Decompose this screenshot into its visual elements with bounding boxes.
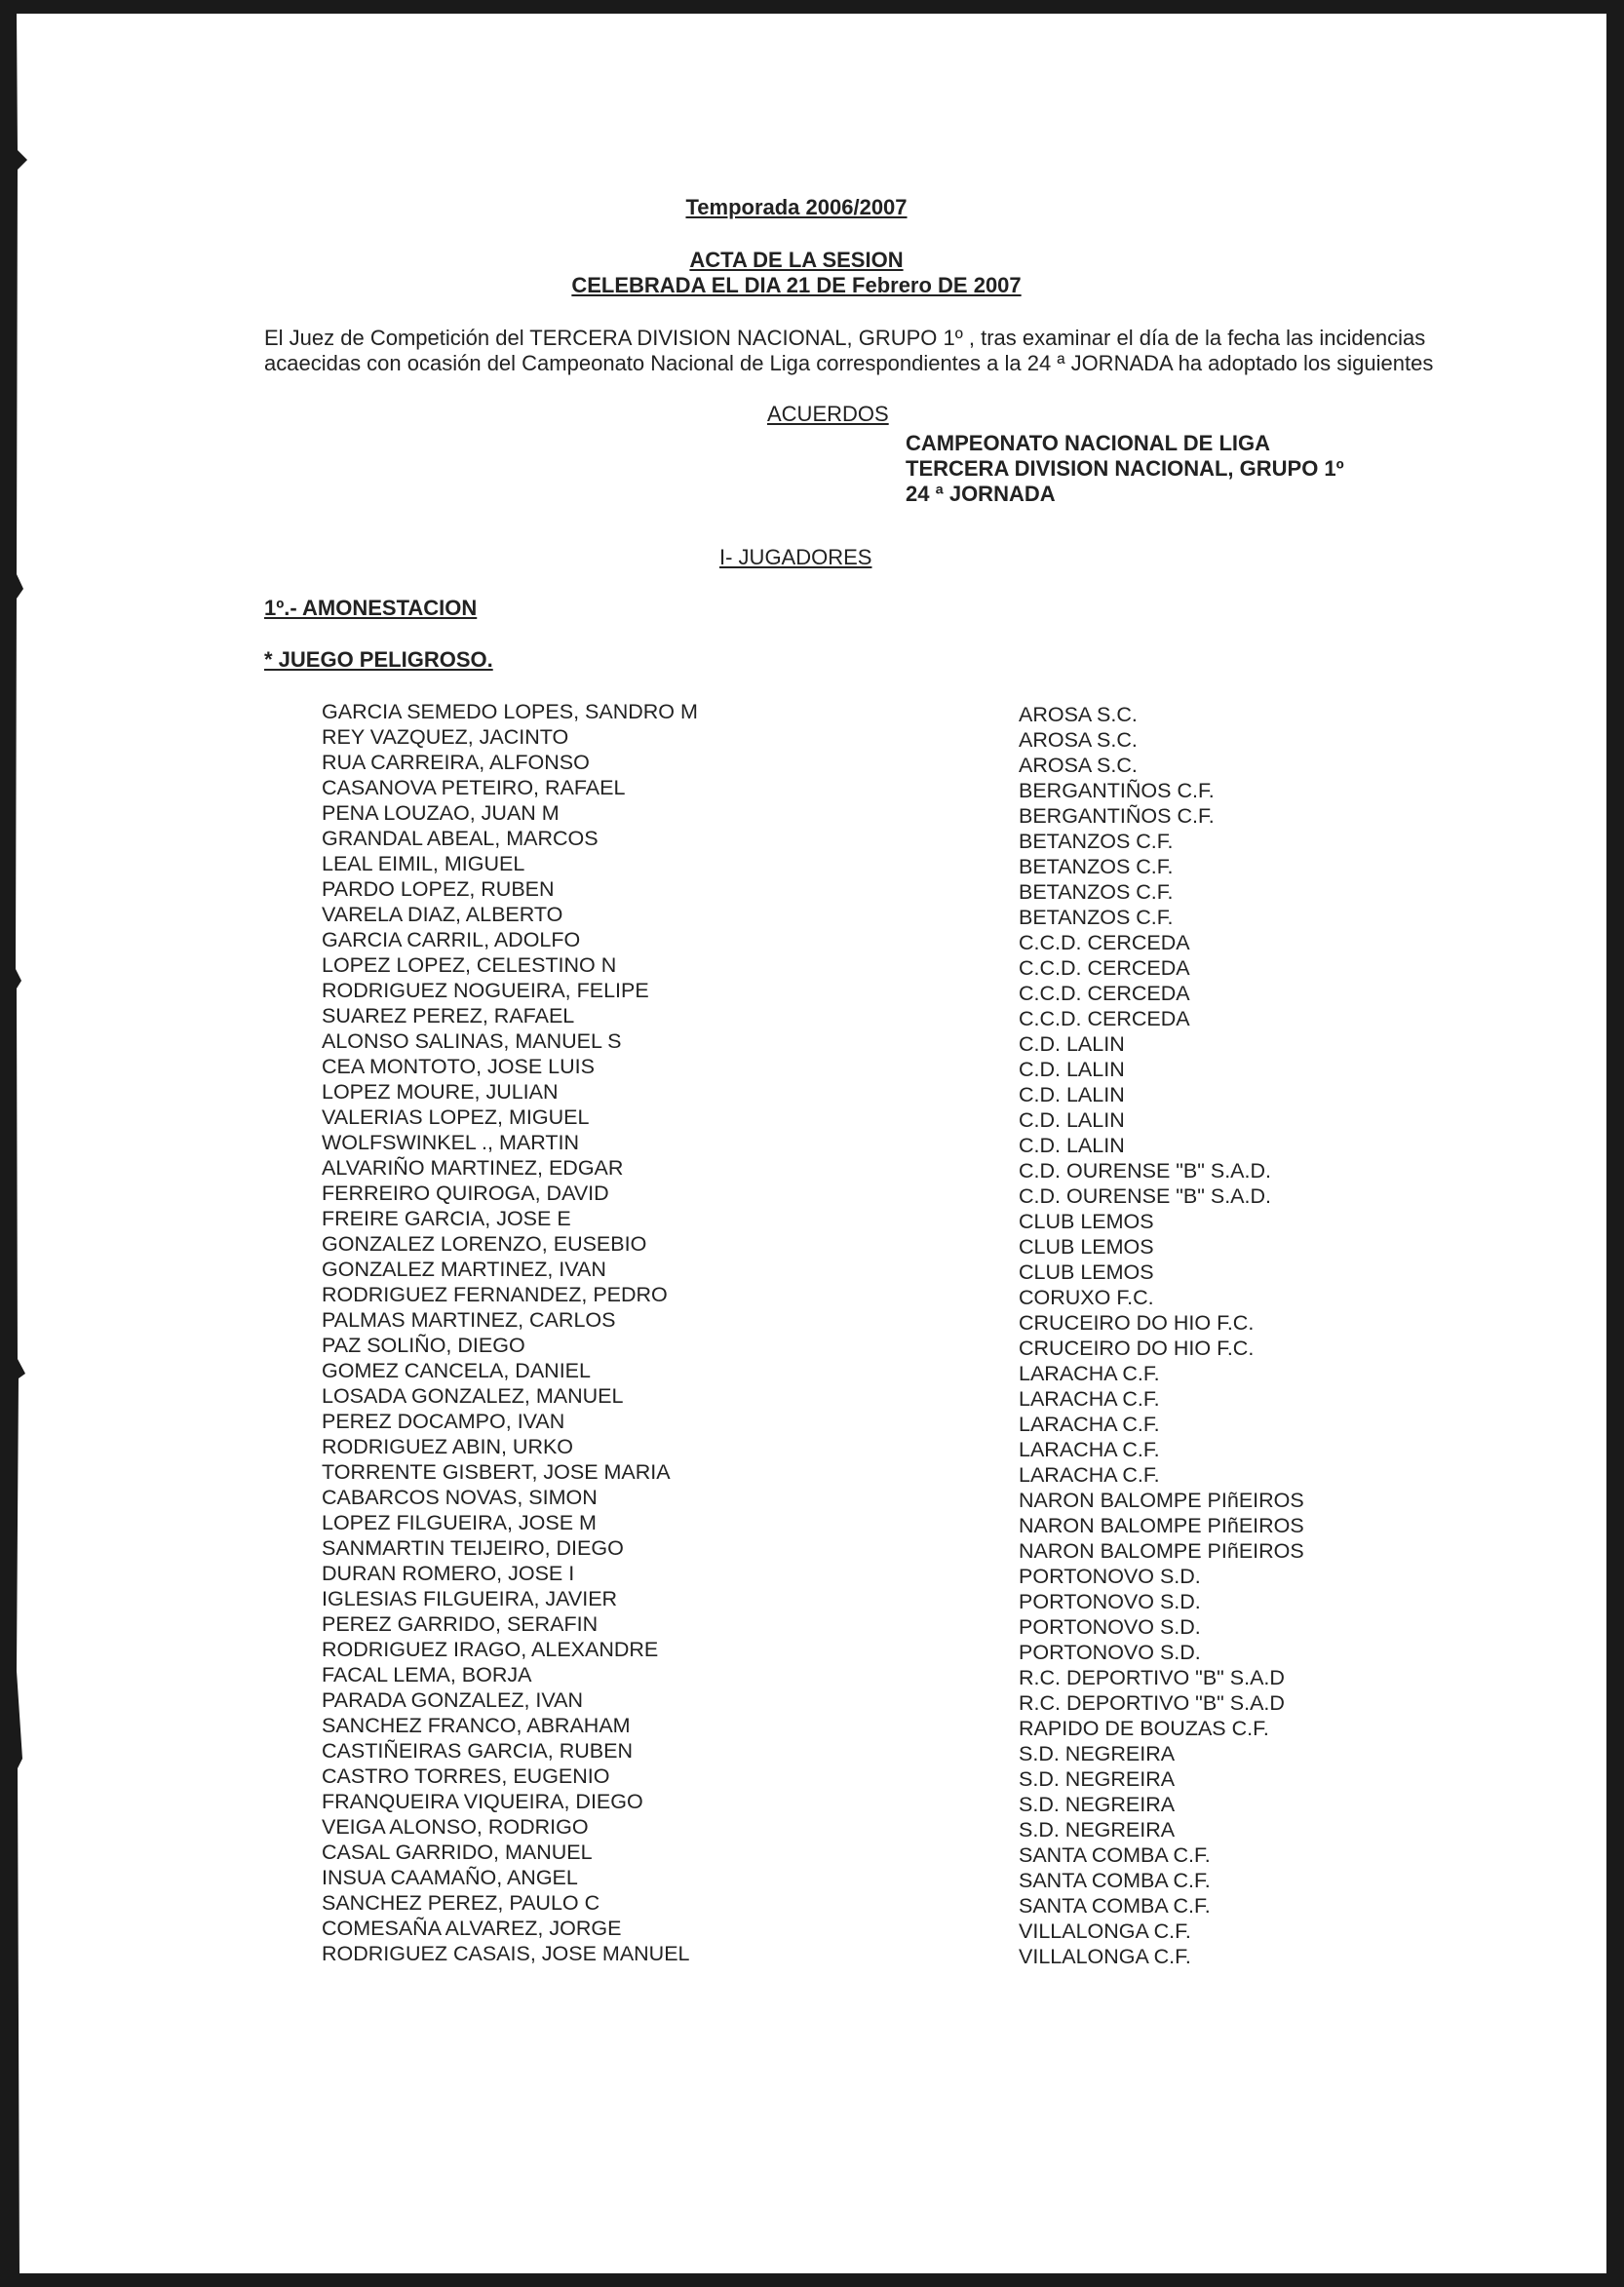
player-row: [322, 1257, 1491, 1282]
player-row: [322, 1713, 1491, 1738]
player-club: SANTA COMBA C.F.: [1019, 1843, 1211, 1867]
player-name: FERREIRO QUIROGA, DAVID: [322, 1182, 609, 1205]
player-club: NARON BALOMPE PIñEIROS: [1019, 1539, 1304, 1563]
player-row: [322, 1561, 1491, 1586]
player-club: LARACHA C.F.: [1019, 1387, 1160, 1411]
intro-line-1: El Juez de Competición del TERCERA DIVISION NACIONAL, GRUPO 1º , tras examinar el día de la fecha las incidencias: [264, 326, 1426, 350]
amonestacion-heading: 1º.- AMONESTACION: [264, 596, 478, 620]
player-club: C.D. OURENSE "B" S.A.D.: [1019, 1184, 1271, 1208]
acta-title: ACTA DE LA SESION: [689, 248, 904, 272]
intro-paragraph: [264, 326, 1492, 376]
player-club: CLUB LEMOS: [1019, 1260, 1154, 1284]
player-club: S.D. NEGREIRA: [1019, 1818, 1176, 1841]
player-name: VALERIAS LOPEZ, MIGUEL: [322, 1105, 590, 1129]
player-name: GONZALEZ MARTINEZ, IVAN: [322, 1258, 606, 1281]
player-row: [322, 1383, 1491, 1409]
player-row: [322, 1789, 1491, 1814]
document-page: [14, 14, 1606, 2273]
player-row: [322, 1181, 1491, 1206]
player-name: CASTRO TORRES, EUGENIO: [322, 1764, 610, 1788]
player-row: [322, 1738, 1491, 1764]
player-club: R.C. DEPORTIVO "B" S.A.D: [1019, 1666, 1285, 1689]
player-row: [322, 1130, 1491, 1155]
player-row: [322, 1916, 1491, 1941]
player-row: [322, 1054, 1491, 1079]
player-name: GARCIA CARRIL, ADOLFO: [322, 928, 581, 951]
player-row: [322, 775, 1491, 800]
player-name: FREIRE GARCIA, JOSE E: [322, 1207, 571, 1230]
player-club: CLUB LEMOS: [1019, 1235, 1154, 1259]
player-row: [322, 1637, 1491, 1662]
player-name: GARCIA SEMEDO LOPES, SANDRO M: [322, 700, 698, 723]
player-row: [322, 1333, 1491, 1358]
player-name: LOSADA GONZALEZ, MANUEL: [322, 1384, 624, 1408]
competition-line-1: CAMPEONATO NACIONAL DE LIGA: [906, 431, 1271, 455]
player-row: [322, 1865, 1491, 1890]
player-club: NARON BALOMPE PIñEIROS: [1019, 1514, 1304, 1537]
player-club: AROSA S.C.: [1019, 754, 1138, 777]
player-club: C.D. LALIN: [1019, 1083, 1125, 1106]
player-name: FACAL LEMA, BORJA: [322, 1663, 532, 1686]
player-row: [322, 1941, 1491, 1966]
player-row: [322, 826, 1491, 851]
player-row: [322, 1814, 1491, 1840]
player-club: VILLALONGA C.F.: [1019, 1945, 1191, 1968]
player-name: TORRENTE GISBERT, JOSE MARIA: [322, 1460, 671, 1484]
player-name: WOLFSWINKEL ., MARTIN: [322, 1131, 579, 1154]
competition-block: [906, 431, 1344, 507]
player-row: [322, 1079, 1491, 1105]
player-name: SUAREZ PEREZ, RAFAEL: [322, 1004, 575, 1027]
player-row: [322, 927, 1491, 952]
player-row: [322, 1586, 1491, 1611]
player-row: [322, 1155, 1491, 1181]
players-list: [322, 699, 1491, 1966]
player-row: [322, 1028, 1491, 1054]
player-name: GRANDAL ABEAL, MARCOS: [322, 827, 599, 850]
player-club: PORTONOVO S.D.: [1019, 1615, 1201, 1639]
player-club: S.D. NEGREIRA: [1019, 1742, 1176, 1765]
player-club: C.D. LALIN: [1019, 1032, 1125, 1056]
player-club: C.C.D. CERCEDA: [1019, 1007, 1190, 1030]
player-name: ALVARIÑO MARTINEZ, EDGAR: [322, 1156, 624, 1180]
player-name: LOPEZ FILGUEIRA, JOSE M: [322, 1511, 597, 1534]
player-name: ALONSO SALINAS, MANUEL S: [322, 1029, 622, 1053]
player-name: RODRIGUEZ IRAGO, ALEXANDRE: [322, 1638, 659, 1661]
player-club: AROSA S.C.: [1019, 703, 1138, 726]
player-name: CABARCOS NOVAS, SIMON: [322, 1486, 598, 1509]
player-row: [322, 699, 1491, 724]
player-row: [322, 1890, 1491, 1916]
player-name: RODRIGUEZ FERNANDEZ, PEDRO: [322, 1283, 668, 1306]
player-club: S.D. NEGREIRA: [1019, 1767, 1176, 1791]
player-club: C.C.D. CERCEDA: [1019, 982, 1190, 1005]
player-row: [322, 1485, 1491, 1510]
player-club: LARACHA C.F.: [1019, 1463, 1160, 1487]
player-name: CASANOVA PETEIRO, RAFAEL: [322, 776, 626, 799]
player-row: [322, 1282, 1491, 1307]
player-name: PARADA GONZALEZ, IVAN: [322, 1688, 584, 1712]
player-name: CEA MONTOTO, JOSE LUIS: [322, 1055, 595, 1078]
session-date: CELEBRADA EL DIA 21 DE Febrero DE 2007: [571, 273, 1022, 297]
player-name: IGLESIAS FILGUEIRA, JAVIER: [322, 1587, 618, 1610]
player-name: VEIGA ALONSO, RODRIGO: [322, 1815, 589, 1839]
player-club: PORTONOVO S.D.: [1019, 1590, 1201, 1613]
player-name: REY VAZQUEZ, JACINTO: [322, 725, 569, 749]
torn-edge-decoration: [14, 14, 62, 2273]
player-name: LEAL EIMIL, MIGUEL: [322, 852, 525, 875]
player-row: [322, 1231, 1491, 1257]
player-row: [322, 1409, 1491, 1434]
player-row: [322, 1510, 1491, 1535]
player-row: [322, 800, 1491, 826]
player-row: [322, 978, 1491, 1003]
player-club: BERGANTIÑOS C.F.: [1019, 779, 1215, 802]
player-name: RODRIGUEZ ABIN, URKO: [322, 1435, 574, 1458]
player-name: SANCHEZ FRANCO, ABRAHAM: [322, 1714, 631, 1737]
player-club: BETANZOS C.F.: [1019, 830, 1174, 853]
player-row: [322, 1459, 1491, 1485]
player-row: [322, 1662, 1491, 1687]
player-club: SANTA COMBA C.F.: [1019, 1869, 1211, 1892]
player-name: PAZ SOLIÑO, DIEGO: [322, 1334, 525, 1357]
player-row: [322, 1206, 1491, 1231]
player-club: AROSA S.C.: [1019, 728, 1138, 752]
player-name: GONZALEZ LORENZO, EUSEBIO: [322, 1232, 647, 1256]
player-name: COMESAÑA ALVAREZ, JORGE: [322, 1917, 622, 1940]
player-club: RAPIDO DE BOUZAS C.F.: [1019, 1717, 1269, 1740]
player-club: C.D. OURENSE "B" S.A.D.: [1019, 1159, 1271, 1182]
player-row: [322, 851, 1491, 876]
player-club: C.D. LALIN: [1019, 1108, 1125, 1132]
player-name: INSUA CAAMAÑO, ANGEL: [322, 1866, 578, 1889]
player-row: [322, 1105, 1491, 1130]
player-club: SANTA COMBA C.F.: [1019, 1894, 1211, 1918]
player-club: LARACHA C.F.: [1019, 1362, 1160, 1385]
season-title: Temporada 2006/2007: [685, 195, 908, 219]
player-club: CRUCEIRO DO HIO F.C.: [1019, 1311, 1255, 1335]
competition-line-2: TERCERA DIVISION NACIONAL, GRUPO 1º: [906, 456, 1344, 481]
player-row: [322, 876, 1491, 902]
player-club: CLUB LEMOS: [1019, 1210, 1154, 1233]
player-row: [322, 1840, 1491, 1865]
players-section-heading: I- JUGADORES: [719, 545, 872, 569]
player-club: C.D. LALIN: [1019, 1058, 1125, 1081]
player-name: RODRIGUEZ NOGUEIRA, FELIPE: [322, 979, 649, 1002]
player-name: PARDO LOPEZ, RUBEN: [322, 877, 555, 901]
player-name: PENA LOUZAO, JUAN M: [322, 801, 560, 825]
player-row: [322, 724, 1491, 750]
acuerdos-heading: ACUERDOS: [767, 402, 889, 426]
player-club: BERGANTIÑOS C.F.: [1019, 804, 1215, 828]
player-name: PEREZ DOCAMPO, IVAN: [322, 1410, 565, 1433]
player-row: [322, 750, 1491, 775]
player-name: SANMARTIN TEIJEIRO, DIEGO: [322, 1536, 624, 1560]
player-name: PEREZ GARRIDO, SERAFIN: [322, 1612, 599, 1636]
player-name: CASAL GARRIDO, MANUEL: [322, 1841, 593, 1864]
player-row: [322, 902, 1491, 927]
player-club: BETANZOS C.F.: [1019, 855, 1174, 878]
player-club: VILLALONGA C.F.: [1019, 1919, 1191, 1943]
juego-peligroso-heading: * JUEGO PELIGROSO.: [264, 647, 493, 672]
player-row: [322, 952, 1491, 978]
player-name: CASTIÑEIRAS GARCIA, RUBEN: [322, 1739, 633, 1763]
player-name: LOPEZ LOPEZ, CELESTINO N: [322, 953, 617, 977]
player-club: C.D. LALIN: [1019, 1134, 1125, 1157]
player-club: BETANZOS C.F.: [1019, 906, 1174, 929]
player-club: CORUXO F.C.: [1019, 1286, 1154, 1309]
player-row: [322, 1307, 1491, 1333]
player-club: LARACHA C.F.: [1019, 1438, 1160, 1461]
player-row: [322, 1764, 1491, 1789]
player-row: [322, 1611, 1491, 1637]
player-club: S.D. NEGREIRA: [1019, 1793, 1176, 1816]
player-club: CRUCEIRO DO HIO F.C.: [1019, 1337, 1255, 1360]
player-name: PALMAS MARTINEZ, CARLOS: [322, 1308, 616, 1332]
player-club: R.C. DEPORTIVO "B" S.A.D: [1019, 1691, 1285, 1715]
player-name: GOMEZ CANCELA, DANIEL: [322, 1359, 591, 1382]
player-row: [322, 1358, 1491, 1383]
player-club: PORTONOVO S.D.: [1019, 1641, 1201, 1664]
player-row: [322, 1003, 1491, 1028]
player-row: [322, 1434, 1491, 1459]
player-name: SANCHEZ PEREZ, PAULO C: [322, 1891, 600, 1915]
player-row: [322, 1535, 1491, 1561]
player-name: LOPEZ MOURE, JULIAN: [322, 1080, 559, 1104]
player-club: C.C.D. CERCEDA: [1019, 956, 1190, 980]
intro-line-2: acaecidas con ocasión del Campeonato Nacional de Liga correspondientes a la 24 ª JORNADA ha adoptado los siguientes: [264, 351, 1434, 375]
player-club: C.C.D. CERCEDA: [1019, 931, 1190, 954]
player-name: RODRIGUEZ CASAIS, JOSE MANUEL: [322, 1942, 690, 1965]
player-name: RUA CARREIRA, ALFONSO: [322, 751, 590, 774]
player-club: PORTONOVO S.D.: [1019, 1565, 1201, 1588]
player-club: BETANZOS C.F.: [1019, 880, 1174, 904]
player-row: [322, 1687, 1491, 1713]
competition-line-3: 24 ª JORNADA: [906, 482, 1056, 506]
player-name: DURAN ROMERO, JOSE I: [322, 1562, 575, 1585]
player-club: NARON BALOMPE PIñEIROS: [1019, 1489, 1304, 1512]
player-club: LARACHA C.F.: [1019, 1413, 1160, 1436]
player-name: FRANQUEIRA VIQUEIRA, DIEGO: [322, 1790, 643, 1813]
player-name: VARELA DIAZ, ALBERTO: [322, 903, 563, 926]
